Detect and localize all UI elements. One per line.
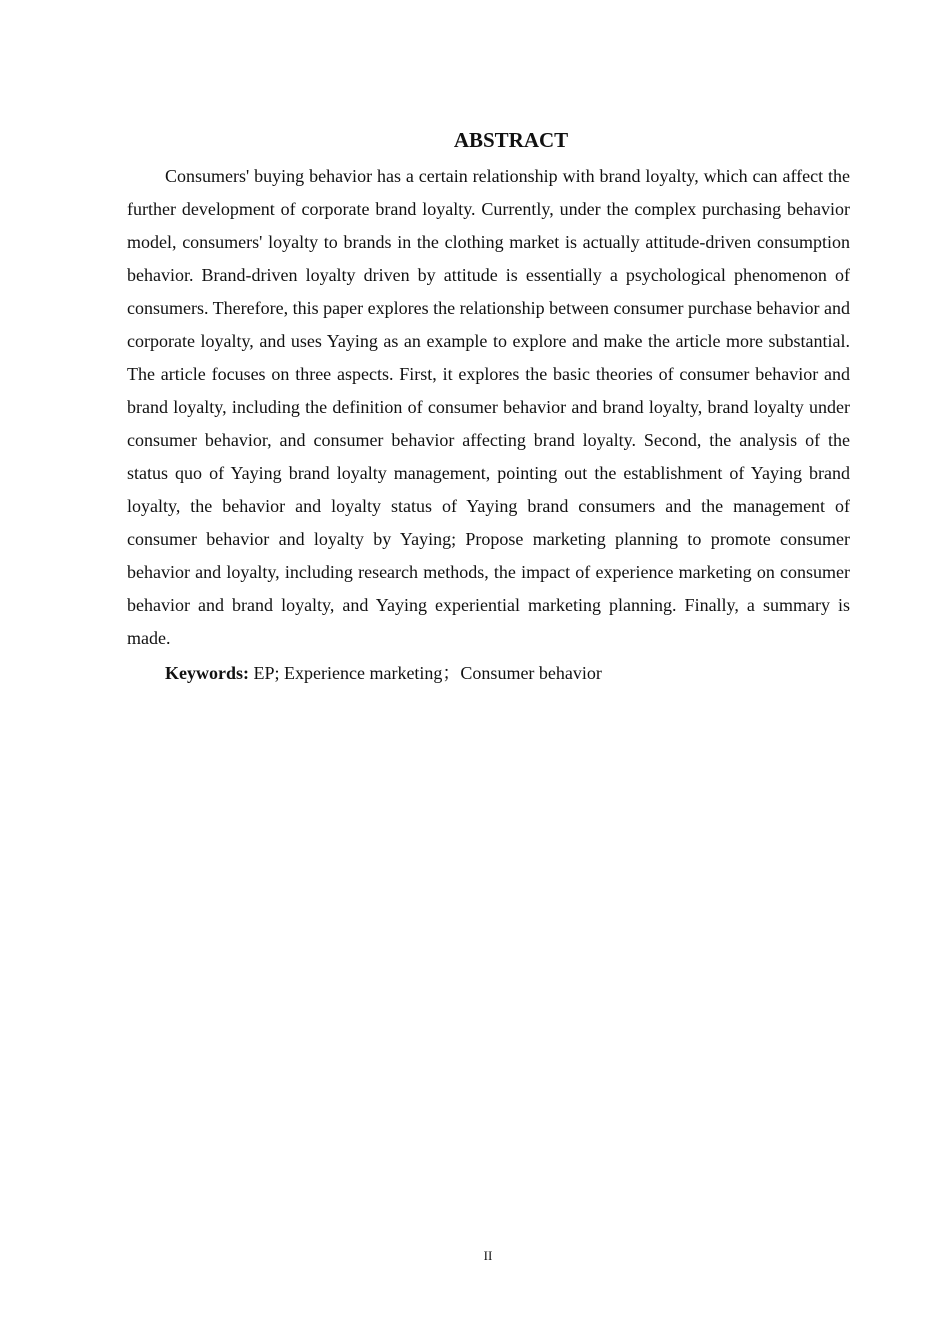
abstract-title-text: ABSTRACT [453, 128, 569, 152]
abstract-title [0, 125, 950, 155]
page-number: II [483, 1248, 493, 1263]
abstract-body: Consumers' buying behavior has a certain relationship with brand loyalty, which can affect the further development of corporate brand loyalty. Currently, under the complex purchasing behavior model, consumers' loyalty to brands in the clothing market is actually attitude-driven consumption behavior. Brand-driven loyalty driven by attitude is essentially a psychological phenomenon of consumers. Therefore, this paper explores the relationship between consumer purchase behavior and corporate loyalty, and uses Yaying as an example to explore and make the article more substantial. The article focuses on three aspects. First, it explores the basic theories of consumer behavior and brand loyalty, including the definition of consumer behavior and brand loyalty, brand loyalty under consumer behavior, and consumer behavior affecting brand loyalty. Second, the analysis of the status quo of Yaying brand loyalty management, pointing out the establishment of Yaying brand loyalty, the behavior and loyalty status of Yaying brand consumers and the management of consumer behavior and loyalty by Yaying; Propose marketing planning to promote consumer behavior and loyalty, including research methods, the impact of experience marketing on consumer behavior and brand loyalty, and Yaying experiential marketing planning. Finally, a summary is made. [127, 166, 850, 648]
keywords-text: EP; Experience marketing；Consumer behavior [249, 663, 602, 683]
keywords-line [127, 657, 850, 690]
keywords-label: Keywords: [165, 663, 249, 683]
